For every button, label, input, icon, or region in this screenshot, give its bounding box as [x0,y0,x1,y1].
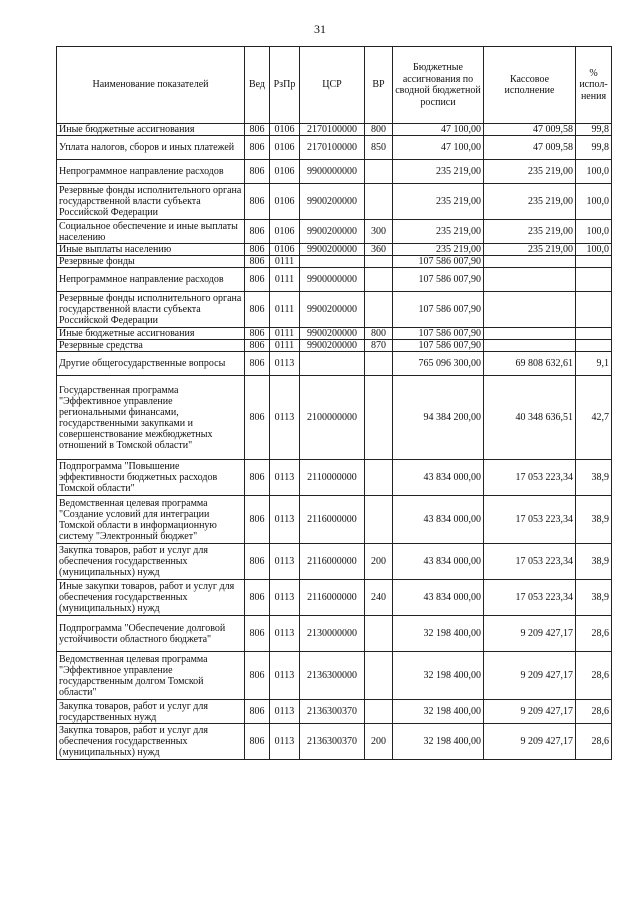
cell-cash-execution: 9 209 427,17 [484,616,576,652]
cell-assignments: 47 100,00 [393,124,484,136]
cell-rzpr: 0106 [270,124,300,136]
table-row [57,544,612,580]
cell-assignments: 43 834 000,00 [393,544,484,580]
cell-rzpr: 0111 [270,268,300,292]
cell-assignments: 32 198 400,00 [393,700,484,724]
cell-assignments: 235 219,00 [393,184,484,220]
cell-name: Резервные фонды [57,256,245,268]
cell-csr: 9900200000 [300,340,365,352]
cell-vr: 800 [365,328,393,340]
cell-assignments: 47 100,00 [393,136,484,160]
cell-assignments: 32 198 400,00 [393,616,484,652]
cell-ved: 806 [245,328,270,340]
cell-cash-execution: 235 219,00 [484,220,576,244]
cell-vr: 200 [365,544,393,580]
cell-csr: 2100000000 [300,376,365,460]
cell-assignments: 107 586 007,90 [393,328,484,340]
table-row [57,352,612,376]
table-row [57,292,612,328]
table-row [57,616,612,652]
cell-name: Ведомственная целевая программа "Эффективное управление государственным долгом Томской области" [57,652,245,700]
cell-vr [365,256,393,268]
cell-csr: 9900200000 [300,328,365,340]
cell-vr [365,616,393,652]
cell-name: Непрограммное направление расходов [57,160,245,184]
cell-csr: 2110000000 [300,460,365,496]
cell-rzpr: 0111 [270,292,300,328]
cell-ved: 806 [245,124,270,136]
cell-assignments: 94 384 200,00 [393,376,484,460]
cell-vr: 870 [365,340,393,352]
cell-assignments: 107 586 007,90 [393,256,484,268]
header-vr: ВР [365,47,393,124]
cell-cash-execution: 69 808 632,61 [484,352,576,376]
cell-rzpr: 0111 [270,328,300,340]
cell-rzpr: 0113 [270,460,300,496]
cell-vr [365,268,393,292]
cell-cash-execution: 47 009,58 [484,124,576,136]
header-percent: % испол-нения [576,47,612,124]
cell-csr: 9900200000 [300,292,365,328]
cell-rzpr: 0113 [270,580,300,616]
cell-name: Другие общегосударственные вопросы [57,352,245,376]
cell-percent: 28,6 [576,700,612,724]
cell-percent [576,256,612,268]
cell-vr [365,292,393,328]
cell-csr: 2136300370 [300,700,365,724]
cell-cash-execution: 17 053 223,34 [484,496,576,544]
cell-cash-execution: 9 209 427,17 [484,724,576,760]
cell-ved: 806 [245,244,270,256]
table-row [57,496,612,544]
cell-rzpr: 0113 [270,700,300,724]
cell-csr: 9900000000 [300,160,365,184]
cell-rzpr: 0113 [270,652,300,700]
table-row [57,376,612,460]
cell-vr: 300 [365,220,393,244]
cell-csr: 9900000000 [300,268,365,292]
cell-cash-execution: 17 053 223,34 [484,544,576,580]
table-row [57,724,612,760]
cell-percent: 28,6 [576,616,612,652]
page-number: 31 [314,22,326,36]
table-row [57,160,612,184]
cell-percent: 42,7 [576,376,612,460]
cell-cash-execution: 17 053 223,34 [484,460,576,496]
cell-cash-execution: 47 009,58 [484,136,576,160]
cell-ved: 806 [245,724,270,760]
cell-cash-execution: 9 209 427,17 [484,652,576,700]
cell-csr: 9900200000 [300,184,365,220]
cell-vr: 360 [365,244,393,256]
cell-csr: 2136300370 [300,724,365,760]
cell-cash-execution [484,328,576,340]
table-header-row [57,47,612,124]
header-csr: ЦСР [300,47,365,124]
cell-ved: 806 [245,136,270,160]
cell-ved: 806 [245,220,270,244]
cell-csr: 2116000000 [300,544,365,580]
cell-percent: 100,0 [576,184,612,220]
cell-name: Иные закупки товаров, работ и услуг для обеспечения государственных (муниципальных) нужд [57,580,245,616]
header-assignments: Бюджетные ассигнования по сводной бюджетной росписи [393,47,484,124]
cell-ved: 806 [245,376,270,460]
cell-rzpr: 0113 [270,544,300,580]
cell-vr [365,160,393,184]
cell-name: Уплата налогов, сборов и иных платежей [57,136,245,160]
cell-vr: 850 [365,136,393,160]
cell-rzpr: 0111 [270,340,300,352]
cell-percent: 38,9 [576,496,612,544]
cell-rzpr: 0113 [270,352,300,376]
cell-cash-execution [484,292,576,328]
table-row [57,340,612,352]
cell-percent: 100,0 [576,220,612,244]
cell-percent [576,340,612,352]
table-row [57,136,612,160]
cell-assignments: 107 586 007,90 [393,292,484,328]
cell-rzpr: 0106 [270,220,300,244]
cell-ved: 806 [245,184,270,220]
cell-percent: 38,9 [576,544,612,580]
cell-percent [576,268,612,292]
cell-name: Закупка товаров, работ и услуг для обеспечения государственных (муниципальных) нужд [57,724,245,760]
cell-ved: 806 [245,496,270,544]
table-row [57,124,612,136]
cell-csr: 2116000000 [300,496,365,544]
cell-assignments: 235 219,00 [393,220,484,244]
cell-ved: 806 [245,352,270,376]
cell-assignments: 32 198 400,00 [393,724,484,760]
budget-table [56,46,612,760]
cell-rzpr: 0113 [270,496,300,544]
cell-vr [365,652,393,700]
cell-vr: 240 [365,580,393,616]
table-row [57,256,612,268]
cell-assignments: 43 834 000,00 [393,580,484,616]
cell-csr: 9900200000 [300,244,365,256]
cell-csr: 2136300000 [300,652,365,700]
cell-assignments: 43 834 000,00 [393,460,484,496]
cell-rzpr: 0106 [270,244,300,256]
cell-vr [365,460,393,496]
cell-assignments: 235 219,00 [393,160,484,184]
cell-ved: 806 [245,544,270,580]
cell-csr [300,352,365,376]
cell-csr: 2170100000 [300,124,365,136]
cell-rzpr: 0113 [270,376,300,460]
table-row [57,652,612,700]
cell-name: Иные выплаты населению [57,244,245,256]
cell-percent: 38,9 [576,460,612,496]
cell-cash-execution: 235 219,00 [484,244,576,256]
cell-percent: 99,8 [576,124,612,136]
table-row [57,184,612,220]
cell-cash-execution: 235 219,00 [484,184,576,220]
cell-rzpr: 0113 [270,724,300,760]
cell-ved: 806 [245,616,270,652]
cell-cash-execution: 9 209 427,17 [484,700,576,724]
cell-cash-execution: 235 219,00 [484,160,576,184]
cell-rzpr: 0106 [270,184,300,220]
cell-rzpr: 0106 [270,136,300,160]
cell-percent: 9,1 [576,352,612,376]
cell-name: Социальное обеспечение и иные выплаты населению [57,220,245,244]
cell-ved: 806 [245,460,270,496]
cell-csr: 9900200000 [300,220,365,244]
table-row [57,700,612,724]
cell-percent: 38,9 [576,580,612,616]
cell-ved: 806 [245,580,270,616]
table-row [57,460,612,496]
cell-name: Иные бюджетные ассигнования [57,328,245,340]
cell-csr: 2130000000 [300,616,365,652]
cell-ved: 806 [245,256,270,268]
cell-percent: 28,6 [576,724,612,760]
cell-name: Резервные средства [57,340,245,352]
cell-cash-execution: 40 348 636,51 [484,376,576,460]
cell-cash-execution [484,268,576,292]
table-row [57,268,612,292]
cell-name: Подпрограмма "Обеспечение долговой устойчивости областного бюджета" [57,616,245,652]
table-row [57,244,612,256]
cell-assignments: 107 586 007,90 [393,340,484,352]
header-ved: Вед [245,47,270,124]
cell-vr [365,496,393,544]
cell-percent: 100,0 [576,160,612,184]
cell-csr: 2116000000 [300,580,365,616]
cell-name: Закупка товаров, работ и услуг для государственных нужд [57,700,245,724]
cell-name: Государственная программа "Эффективное управление региональными финансами, государственными закупками и совершенствование межбюджетных отношений в Томской области" [57,376,245,460]
cell-csr [300,256,365,268]
cell-assignments: 32 198 400,00 [393,652,484,700]
cell-name: Подпрограмма "Повышение эффективности бюджетных расходов Томской области" [57,460,245,496]
cell-assignments: 765 096 300,00 [393,352,484,376]
cell-ved: 806 [245,700,270,724]
cell-ved: 806 [245,340,270,352]
cell-rzpr: 0106 [270,160,300,184]
cell-csr: 2170100000 [300,136,365,160]
cell-vr [365,700,393,724]
cell-percent: 28,6 [576,652,612,700]
cell-percent [576,328,612,340]
header-cash-execution: Кассовое исполнение [484,47,576,124]
cell-percent: 100,0 [576,244,612,256]
cell-percent: 99,8 [576,136,612,160]
table-row [57,220,612,244]
cell-cash-execution [484,256,576,268]
cell-cash-execution [484,340,576,352]
cell-name: Закупка товаров, работ и услуг для обеспечения государственных (муниципальных) нужд [57,544,245,580]
cell-name: Резервные фонды исполнительного органа государственной власти субъекта Российской Федерации [57,184,245,220]
cell-percent [576,292,612,328]
cell-rzpr: 0113 [270,616,300,652]
cell-vr: 200 [365,724,393,760]
cell-name: Иные бюджетные ассигнования [57,124,245,136]
header-name: Наименование показателей [57,47,245,124]
cell-ved: 806 [245,652,270,700]
cell-name: Непрограммное направление расходов [57,268,245,292]
cell-assignments: 235 219,00 [393,244,484,256]
header-rzpr: РзПр [270,47,300,124]
cell-rzpr: 0111 [270,256,300,268]
cell-assignments: 43 834 000,00 [393,496,484,544]
cell-name: Резервные фонды исполнительного органа государственной власти субъекта Российской Федерации [57,292,245,328]
cell-cash-execution: 17 053 223,34 [484,580,576,616]
cell-vr: 800 [365,124,393,136]
cell-vr [365,376,393,460]
cell-assignments: 107 586 007,90 [393,268,484,292]
table-row [57,328,612,340]
cell-ved: 806 [245,160,270,184]
cell-ved: 806 [245,292,270,328]
table-row [57,580,612,616]
cell-vr [365,184,393,220]
cell-name: Ведомственная целевая программа "Создание условий для интеграции Томской области в информационную систему "Электронный бюджет" [57,496,245,544]
cell-vr [365,352,393,376]
cell-ved: 806 [245,268,270,292]
